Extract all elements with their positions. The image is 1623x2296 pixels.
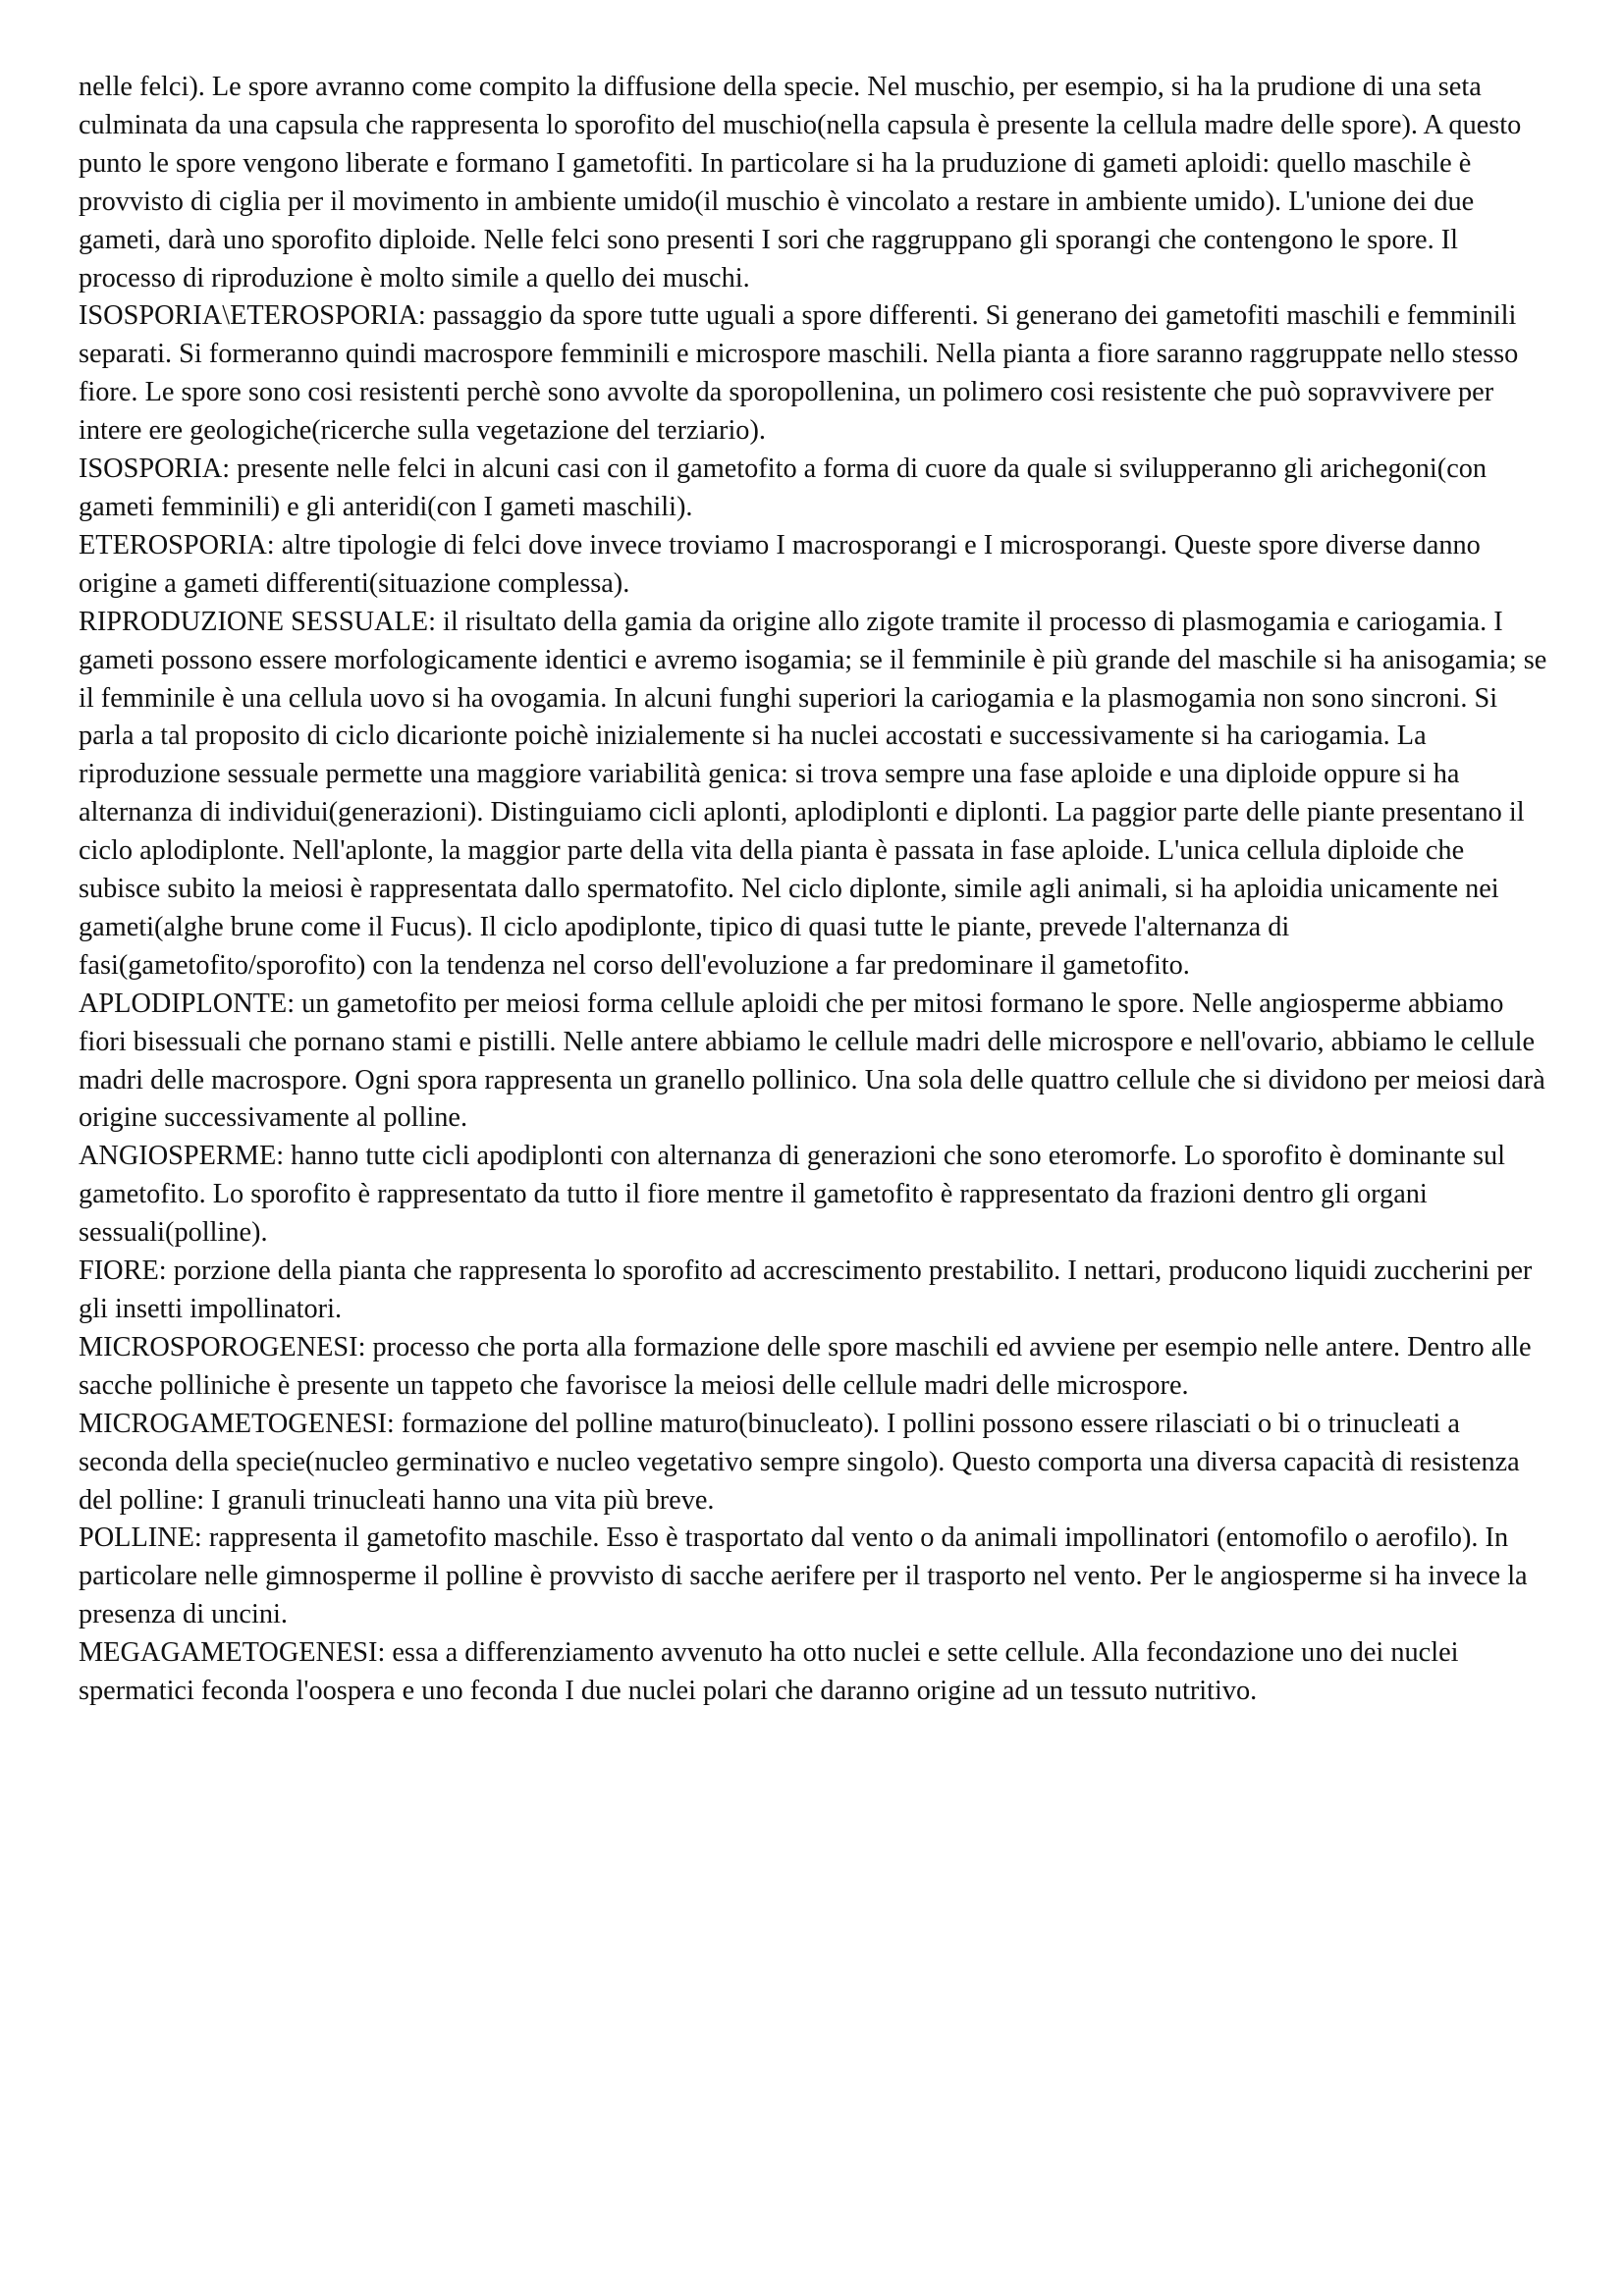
paragraph-polline: POLLINE: rappresenta il gametofito maschile. Esso è trasportato dal vento o da animali impollinatori (entomofilo o aerofilo). In particolare nelle gimnosperme il polline è provvisto di sacche aerifere per il trasporto nel vento. Per le angiosperme si ha invece la presenza di uncini. <box>79 1522 1528 1630</box>
paragraph-isosporia: ISOSPORIA: presente nelle felci in alcuni casi con il gametofito a forma di cuore da quale si svilupperanno gli arichegoni(con gameti femminili) e gli anteridi(con I gameti maschili). <box>79 454 1488 522</box>
document-text <box>79 69 1551 1711</box>
paragraph-microgametogenesi: MICROGAMETOGENESI: formazione del polline maturo(binucleato). I pollini possono essere rilasciati o bi o trinucleati a seconda della specie(nucleo germinativo e nucleo vegetativo sempre singolo). Questo comporta una diversa capacità di resistenza del polline: I granuli trinucleati hanno una vita più breve. <box>79 1408 1520 1516</box>
paragraph-megagametogenesi: MEGAGAMETOGENESI: essa a differenziamento avvenuto ha otto nuclei e sette cellule. Alla fecondazione uno dei nuclei spermatici feconda l'oospera e uno feconda I due nuclei polari che daranno origine ad un tessuto nutritivo. <box>79 1637 1459 1707</box>
paragraph-fiore: FIORE: porzione della pianta che rappresenta lo sporofito ad accrescimento prestabilito. I nettari, producono liquidi zuccherini per gli insetti impollinatori. <box>79 1255 1533 1324</box>
paragraph-aplodiplonte: APLODIPLONTE: un gametofito per meiosi forma cellule aploidi che per mitosi formano le spore. Nelle angiosperme abbiamo fiori bisessuali che pornano stami e pistilli. Nelle antere abbiamo le cellule madri delle microspore e nell'ovario, abbiamo le cellule madri delle macrospore. Ogni spora rappresenta un granello pollinico. Una sola delle quattro cellule che si dividono per meiosi darà origine successivamente al polline. <box>79 988 1545 1134</box>
paragraph-angiosperme: ANGIOSPERME: hanno tutte cicli apodiplonti con alternanza di generazioni che sono eteromorfe. Lo sporofito è dominante sul gametofito. Lo sporofito è rappresentato da tutto il fiore mentre il gametofito è rappresentato da frazioni dentro gli organi sessuali(polline). <box>79 1141 1505 1249</box>
paragraph-felci-muschi: nelle felci). Le spore avranno come compito la diffusione della specie. Nel muschio, per esempio, si ha la prudione di una seta culminata da una capsula che rappresenta lo sporofito del muschio(nella capsula è presente la cellula madre delle spore). A questo punto le spore vengono liberate e formano I gametofiti. In particolare si ha la pruduzione di gameti aploidi: quello maschile è provvisto di ciglia per il movimento in ambiente umido(il muschio è vincolato a restare in ambiente umido). L'unione dei due gameti, darà uno sporofito diploide. Nelle felci sono presenti I sori che raggruppano gli sporangi che contengono le spore. Il processo di riproduzione è molto simile a quello dei muschi. <box>79 72 1522 294</box>
paragraph-riproduzione-sessuale: RIPRODUZIONE SESSUALE: il risultato della gamia da origine allo zigote tramite il processo di plasmogamia e cariogamia. I gameti possono essere morfologicamente identici e avremo isogamia; se il femminile è più grande del maschile si ha anisogamia; se il femminile è una cellula uovo si ha ovogamia. In alcuni funghi superiori la cariogamia e la plasmogamia non sono sincroni. Si parla a tal proposito di ciclo dicarionte poichè inizialemente si ha nuclei accostati e successivamente si ha cariogamia. La riproduzione sessuale permette una maggiore variabilità genica: si trova sempre una fase aploide e una diploide oppure si ha alternanza di individui(generazioni). Distinguiamo cicli aplonti, aplodiplonti e diplonti. La paggior parte delle piante presentano il ciclo aplodiplonte. Nell'aplonte, la maggior parte della vita della pianta è passata in fase aploide. L'unica cellula diploide che subisce subito la meiosi è rappresentata dallo spermatofito. Nel ciclo diplonte, simile agli animali, si ha aploidia unicamente nei gameti(alghe brune come il Fucus). Il ciclo apodiplonte, tipico di quasi tutte le piante, prevede l'alternanza di fasi(gametofito/sporofito) con la tendenza nel corso dell'evoluzione a far predominare il gametofito. <box>79 606 1547 981</box>
paragraph-microsporogenesi: MICROSPOROGENESI: processo che porta alla formazione delle spore maschili ed avviene per esempio nelle antere. Dentro alle sacche polliniche è presente un tappeto che favorisce la meiosi delle cellule madri delle microspore. <box>79 1331 1532 1401</box>
paragraph-eterosporia: ETEROSPORIA: altre tipologie di felci dove invece troviamo I macrosporangi e I microsporangi. Queste spore diverse danno origine a gameti differenti(situazione complessa). <box>79 529 1481 599</box>
paragraph-isosporia-eterosporia: ISOSPORIA\ETEROSPORIA: passaggio da spore tutte uguali a spore differenti. Si generano dei gametofiti maschili e femminili separati. Si formeranno quindi macrospore femminili e microspore maschili. Nella pianta a fiore saranno raggruppate nello stesso fiore. Le spore sono cosi resistenti perchè sono avvolte da sporopollenina, un polimero cosi resistente che può sopravvivere per intere ere geologiche(ricerche sulla vegetazione del terziario). <box>79 300 1519 447</box>
